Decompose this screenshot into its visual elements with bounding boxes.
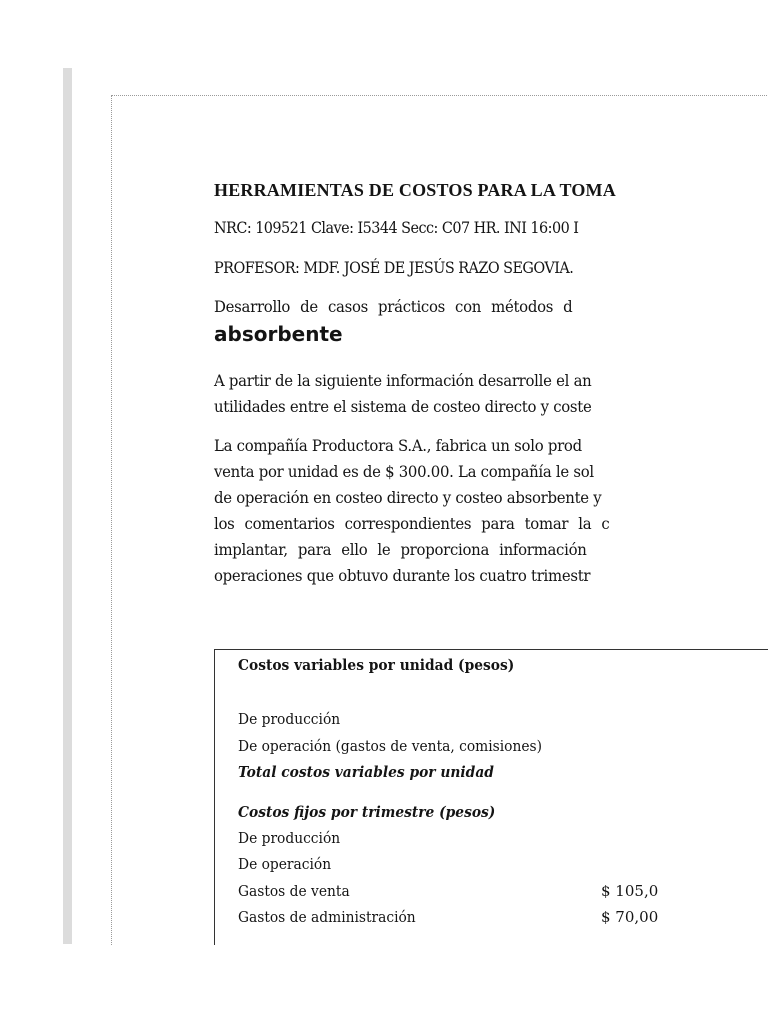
- paragraph1-line-2: utilidades entre el sistema de costeo directo y coste: [214, 397, 592, 416]
- document-page: [111, 95, 768, 945]
- table-row: De producción: [238, 710, 341, 728]
- table-row: Gastos de venta: [238, 882, 350, 900]
- paragraph2-line-3: de operación en costeo directo y costeo absorbente y: [214, 488, 602, 507]
- table-row: Total costos variables por unidad: [238, 763, 494, 781]
- table-row: Gastos de administración: [238, 908, 416, 926]
- paragraph1-line-1: A partir de la siguiente información desarrolle el an: [214, 371, 592, 390]
- document-title: HERRAMIENTAS DE COSTOS PARA LA TOMA: [214, 180, 616, 200]
- subtitle-line-2: absorbente: [214, 322, 343, 346]
- table-row: De operación: [238, 855, 332, 873]
- course-line: NRC: 109521 Clave: I5344 Secc: C07 HR. INI 16:00 I: [214, 218, 579, 237]
- paragraph2-line-4: los comentarios correspondientes para tomar la c: [214, 514, 610, 533]
- table-header: Costos variables por unidad (pesos): [238, 656, 515, 674]
- cost-table: [214, 649, 768, 945]
- subtitle-line-1: Desarrollo de casos prácticos con métodos d: [214, 297, 573, 316]
- left-gutter-bar: [63, 68, 72, 944]
- paragraph2-line-2: venta por unidad es de $ 300.00. La compañía le sol: [214, 462, 594, 481]
- table-row: Costos fijos por trimestre (pesos): [238, 803, 496, 821]
- table-row: De operación (gastos de venta, comisiones): [238, 737, 542, 755]
- professor-line: PROFESOR: MDF. JOSÉ DE JESÚS RAZO SEGOVIA.: [214, 258, 574, 277]
- table-amount: $ 70,00: [601, 908, 659, 926]
- table-amount: $ 105,0: [601, 882, 659, 900]
- table-row: De producción: [238, 829, 341, 847]
- paragraph2-line-6: operaciones que obtuvo durante los cuatro trimestr: [214, 566, 591, 585]
- paragraph2-line-5: implantar, para ello le proporciona información: [214, 540, 587, 559]
- paragraph2-line-1: La compañía Productora S.A., fabrica un solo prod: [214, 436, 582, 455]
